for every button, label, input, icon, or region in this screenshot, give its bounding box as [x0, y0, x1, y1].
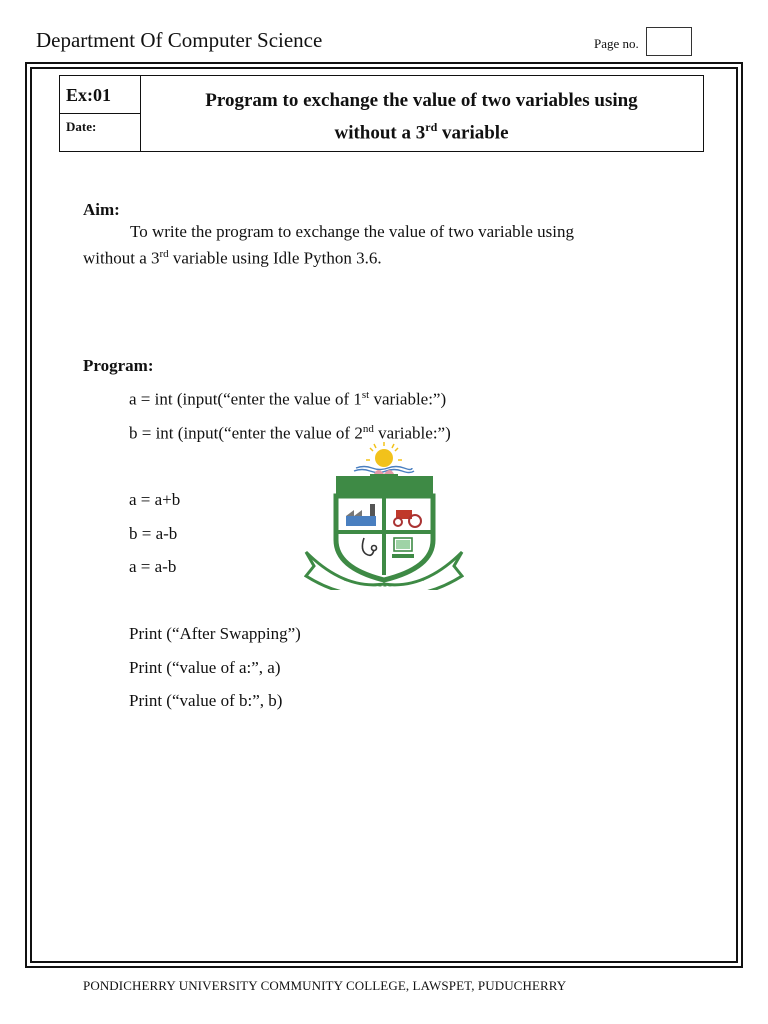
aim-line-2: without a 3rd variable using Idle Python 3.6. [83, 248, 382, 268]
exercise-title [140, 88, 703, 146]
date-label: Date: [66, 119, 97, 134]
exercise-info-cell [60, 76, 141, 151]
department-title: Department Of Computer Science [36, 28, 323, 52]
exercise-number-cell [60, 76, 140, 114]
code-line-1: a = int (input(“enter the value of 1st variable:”) [129, 389, 447, 409]
title-line-2: without a 3rd variable [334, 120, 509, 144]
code-line-2: b = int (input(“enter the value of 2nd variable:”) [129, 423, 451, 443]
code-line-8: Print (“value of b:”, b) [129, 691, 283, 710]
shield-banner [336, 476, 433, 496]
code-line-7: Print (“value of a:”, a) [129, 658, 281, 677]
page-no-label: Page no. [594, 36, 639, 51]
aim-heading: Aim: [83, 200, 120, 219]
title-line-1: Program to exchange the value of two variables using [205, 90, 638, 111]
water-waves-icon [354, 467, 414, 473]
university-emblem-watermark [304, 440, 464, 590]
page-no-box [646, 27, 692, 56]
college-footer: PONDICHERRY UNIVERSITY COMMUNITY COLLEGE, LAWSPET, PUDUCHERRY [83, 978, 567, 993]
aim-text [83, 220, 683, 270]
code-line-5: a = a-b [129, 557, 177, 576]
code-line-4: b = a-b [129, 524, 178, 543]
code-line-6: Print (“After Swapping”) [129, 624, 301, 643]
program-heading: Program: [83, 356, 154, 375]
exercise-number: Ex:01 [66, 85, 111, 105]
code-line-3: a = a+b [129, 490, 181, 509]
exercise-header-table [59, 75, 704, 152]
aim-line-1: To write the program to exchange the value of two variable using [130, 222, 574, 241]
sun-icon [366, 442, 402, 467]
